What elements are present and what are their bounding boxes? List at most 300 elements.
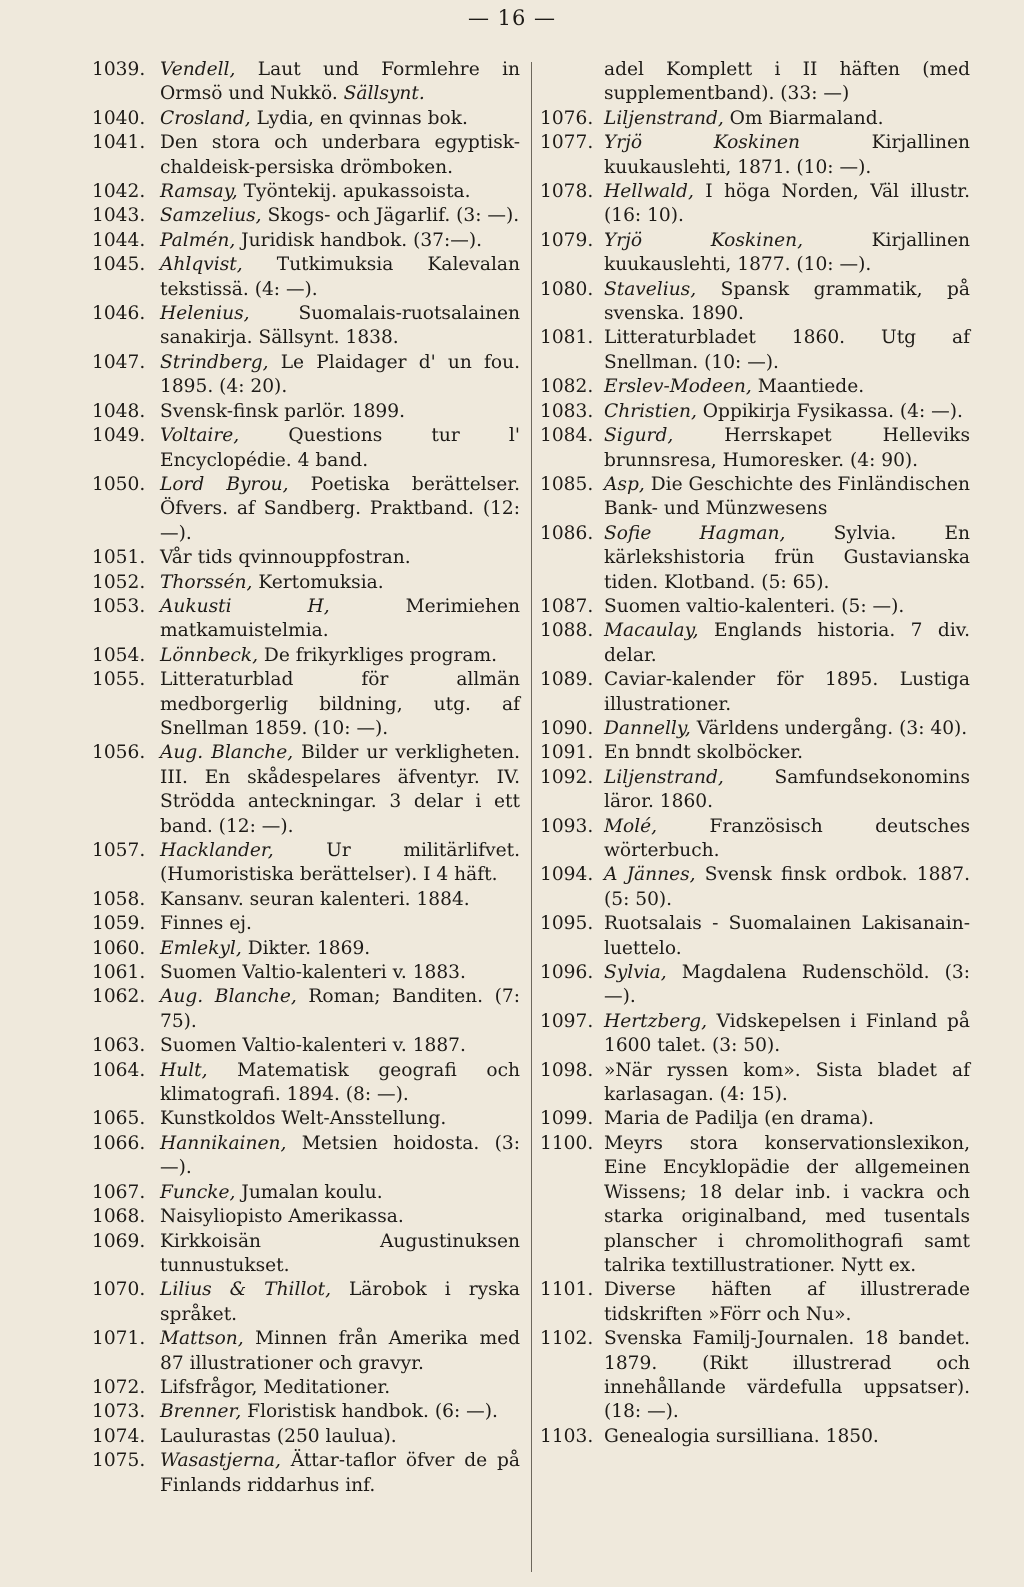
entry-text (604, 522, 970, 595)
entry-author: Brenner, (160, 1401, 242, 1423)
catalog-entry (540, 595, 970, 619)
page-number: — 16 — (467, 6, 557, 30)
entry-number: 1062. (92, 986, 146, 1008)
entry-title: Merimiehen matkamuistelmia. (160, 595, 520, 642)
entry-author: Yrjö Koskinen (604, 132, 801, 154)
entry-author: Macaulay, (604, 620, 699, 642)
entry-note: Sällsynt. (343, 83, 425, 105)
catalog-entry (92, 1059, 520, 1108)
entry-number: 1061. (92, 962, 146, 984)
entry-text (604, 619, 970, 668)
entry-author: Samzelius, (160, 205, 262, 227)
entry-title: Maantiede. (751, 376, 865, 398)
entry-title: Caviar-kalender för 1895. Lustiga illustrationer. (604, 669, 970, 715)
entry-text (160, 1278, 520, 1327)
entry-number: 1055. (92, 669, 146, 691)
entry-number: 1060. (92, 937, 146, 959)
entry-number: 1092. (540, 766, 594, 788)
entry-number: 1097. (540, 1010, 594, 1032)
catalog-entry (92, 1400, 520, 1424)
entry-author: Stavelius, (604, 278, 697, 300)
entry-number: 1087. (540, 595, 594, 617)
entry-text (604, 424, 970, 473)
catalog-entry (92, 571, 520, 595)
entry-number: 1050. (92, 473, 146, 495)
entry-author: Funcke, (160, 1181, 236, 1203)
entry-number: 1051. (92, 547, 146, 569)
entry-title: Om Biarmaland. (723, 107, 884, 129)
entry-title: Svenska Familj-Journalen. 18 bandet. 1879. (Rikt illustrerad och innehållande värdefulla uppsatser). (18: —). (604, 1328, 970, 1423)
catalog-entry-continuation (540, 58, 970, 107)
entry-author: Lord Byrou, (160, 473, 289, 495)
entry-title: Lydia, en qvinnas bok. (250, 107, 468, 129)
entry-number: 1064. (92, 1059, 146, 1081)
entry-text (604, 668, 970, 717)
entry-number: 1059. (92, 913, 146, 935)
entry-number: 1078. (540, 181, 594, 203)
entry-number: 1049. (92, 425, 146, 447)
entry-title: Naisyliopisto Amerikassa. (160, 1206, 404, 1228)
entry-number: 1102. (540, 1328, 594, 1350)
catalog-entry (540, 717, 970, 741)
entry-text (160, 912, 520, 936)
entry-number: 1053. (92, 595, 146, 617)
entry-text (604, 131, 970, 180)
entry-author: Hannikainen, (160, 1132, 287, 1154)
column-divider (531, 62, 532, 1572)
right-column (540, 58, 970, 1449)
entry-author: Liljenstrand, (604, 107, 724, 129)
catalog-entry (92, 741, 520, 839)
catalog-entry (92, 473, 520, 546)
entry-title: Svensk finsk ordbok. 1887. (5: 50). (604, 864, 970, 910)
catalog-entry (540, 180, 970, 229)
entry-title: Vidskepelsen i Finland på 1600 talet. (3: 50). (604, 1010, 970, 1057)
entry-number: 1093. (540, 815, 594, 837)
entry-title: Lärobok i ryska språket. (160, 1279, 520, 1325)
catalog-entry (540, 400, 970, 424)
entry-title: Den stora och underbara egyptisk-chaldeisk-persiska drömboken. (160, 132, 520, 178)
catalog-entry (92, 961, 520, 985)
entry-text (160, 253, 520, 302)
catalog-entry (92, 839, 520, 888)
entry-number: 1069. (92, 1230, 146, 1252)
entry-text (604, 473, 970, 522)
entry-text (604, 1059, 970, 1108)
entry-number: 1056. (92, 742, 146, 764)
entry-author: Helenius, (160, 303, 250, 325)
entry-author: Ramsay, (160, 181, 238, 203)
entry-title: Svensk-finsk parlör. 1899. (160, 400, 405, 422)
entry-number: 1099. (540, 1108, 594, 1130)
entry-text (604, 400, 970, 424)
catalog-entry (540, 1425, 970, 1449)
entry-title: Bilder ur verkligheten. III. En skådespelares äfventyr. IV. Strödda anteckningar. 3 delar i ett band. (12: —). (160, 742, 520, 837)
catalog-entry (92, 1034, 520, 1058)
entry-number: 1090. (540, 717, 594, 739)
catalog-entry (540, 375, 970, 399)
entry-title: Floristisk handbok. (6: —). (241, 1401, 498, 1423)
entry-number: 1103. (540, 1425, 594, 1447)
entry-number: 1072. (92, 1376, 146, 1398)
entry-number: 1079. (540, 229, 594, 251)
entry-number: 1058. (92, 888, 146, 910)
entry-title: Englands historia. 7 div. delar. (604, 620, 970, 666)
entry-title: Meyrs stora konservationslexikon, Eine Encyklopädie der allgemeinen Wissens; 18 delar inb. i vackra och starka originalband, med tusentals planscher i chromolithografi samt talrika textillustrationer. Nytt ex. (604, 1132, 970, 1276)
entry-title: Kirjallinen kuukauslehti, 1877. (10: —). (604, 229, 970, 276)
entry-number: 1045. (92, 254, 146, 276)
entry-number: 1098. (540, 1059, 594, 1081)
catalog-entry (92, 1230, 520, 1279)
entry-title: Kertomuksia. (252, 571, 384, 593)
entry-title: Vår tids qvinnouppfostran. (160, 547, 411, 569)
entry-text (160, 571, 520, 595)
entry-text (604, 1010, 970, 1059)
entry-title: Suomen Valtio-kalenteri v. 1883. (160, 962, 466, 984)
entry-text (604, 1107, 970, 1131)
entry-number: 1077. (540, 132, 594, 154)
catalog-entry (540, 107, 970, 131)
catalog-entry (92, 1449, 520, 1498)
entry-title: Diverse häften af illustrerade tidskriften »Förr och Nu». (604, 1279, 970, 1325)
entry-number: 1071. (92, 1328, 146, 1350)
entry-text (604, 595, 970, 619)
entry-author: Hertzberg, (604, 1010, 707, 1032)
catalog-entry (540, 1010, 970, 1059)
entry-number: 1075. (92, 1450, 146, 1472)
catalog-entry (92, 1181, 520, 1205)
catalog-entry (92, 595, 520, 644)
entry-title: Sylvia. En kärlekshistoria frün Gustavianska tiden. Klotband. (5: 65). (604, 522, 970, 593)
catalog-entry (92, 1376, 520, 1400)
entry-text (160, 644, 520, 668)
catalog-entry (540, 1132, 970, 1278)
entry-title: Ättar-taflor öfver de på Finlands riddarhus inf. (160, 1450, 520, 1496)
catalog-entry (540, 326, 970, 375)
entry-title: Laulurastas (250 laulua). (160, 1425, 397, 1447)
entry-text (604, 961, 970, 1010)
entry-title: Kirkkoisän Augustinuksen tunnustukset. (160, 1230, 520, 1276)
entry-title: Ur militärlifvet. (Humoristiska berättelser). I 4 häft. (160, 840, 520, 886)
entry-author: Aukusti H, (160, 595, 330, 617)
catalog-entry (540, 473, 970, 522)
entry-title: Ruotsalais - Suomalainen Lakisanain-luettelo. (604, 913, 970, 959)
catalog-entry (540, 741, 970, 765)
entry-title: Poetiska berättelser. Öfvers. af Sandberg. Praktband. (12: —). (160, 473, 520, 544)
entry-title: Kirjallinen kuukauslehti, 1871. (10: —). (604, 132, 970, 178)
entry-title: Kansanv. seuran kalenteri. 1884. (160, 888, 470, 910)
catalog-entry (92, 253, 520, 302)
entry-text (160, 204, 520, 228)
entry-number: 1052. (92, 571, 146, 593)
catalog-entry (92, 644, 520, 668)
entry-number: 1080. (540, 278, 594, 300)
catalog-entry (540, 863, 970, 912)
entry-text (160, 473, 520, 546)
entry-title: Roman; Banditen. (7: 75). (160, 986, 520, 1032)
entry-title: De frikyrkliges program. (258, 644, 498, 666)
entry-text (160, 107, 520, 131)
entry-text (160, 595, 520, 644)
entry-number: 1085. (540, 473, 594, 495)
catalog-entry (540, 815, 970, 864)
entry-title: Minnen från Amerika med 87 illustrationer och gravyr. (160, 1328, 520, 1374)
entry-author: Dannelly, (604, 717, 691, 739)
catalog-entry (540, 229, 970, 278)
entry-text (160, 1230, 520, 1279)
entry-author: Yrjö Koskinen, (604, 229, 803, 251)
entry-author: Hellwald, (604, 181, 694, 203)
entry-number: 1101. (540, 1279, 594, 1301)
catalog-entry (540, 619, 970, 668)
entry-title: Herrskapet Helleviks brunnsresa, Humoresker. (4: 90). (604, 425, 970, 471)
catalog-entry (92, 1278, 520, 1327)
entry-text (160, 985, 520, 1034)
entry-number: 1088. (540, 620, 594, 642)
catalog-entry (540, 278, 970, 327)
entry-number: 1040. (92, 107, 146, 129)
entry-title: Questions tur l' Encyclopédie. 4 band. (160, 425, 520, 471)
entry-author: Asp, (604, 473, 645, 495)
catalog-entry (92, 204, 520, 228)
entry-title: Litteraturbladet 1860. Utg af Snellman. (10: —). (604, 327, 970, 373)
entry-title: Suomen Valtio-kalenteri v. 1887. (160, 1035, 466, 1057)
entry-text (604, 815, 970, 864)
entry-title: Litteraturblad för allmän medborgerlig bildning, utg. af Snellman 1859. (10: —). (160, 669, 520, 739)
entry-author: Aug. Blanche, (160, 742, 294, 764)
entry-title: Genealogia sursilliana. 1850. (604, 1425, 879, 1447)
catalog-entry (92, 1425, 520, 1449)
entry-title: Spansk grammatik, på svenska. 1890. (604, 278, 970, 325)
entry-text (160, 424, 520, 473)
left-column (92, 58, 520, 1498)
entry-text (160, 839, 520, 888)
entry-number: 1086. (540, 522, 594, 544)
entry-author: Strindberg, (160, 351, 269, 373)
entry-number: 1082. (540, 376, 594, 398)
catalog-entry (540, 131, 970, 180)
catalog-entry (92, 229, 520, 253)
entry-text (160, 1400, 520, 1424)
entry-number: 1042. (92, 181, 146, 203)
catalog-entry (92, 546, 520, 570)
entry-text (604, 1132, 970, 1278)
catalog-entry (540, 1059, 970, 1108)
entry-title: I höga Norden, Väl illustr. (16: 10). (604, 181, 970, 227)
entry-number: 1095. (540, 913, 594, 935)
catalog-entry (540, 668, 970, 717)
entry-text (604, 1327, 970, 1425)
entry-number: 1083. (540, 400, 594, 422)
entry-text (160, 668, 520, 741)
catalog-entry (540, 424, 970, 473)
catalog-entry (92, 351, 520, 400)
entry-author: Aug. Blanche, (160, 986, 297, 1008)
entry-title: Laut und Formlehre in Ormsö und Nukkö. (160, 59, 520, 105)
entry-author: Emlekyl, (160, 937, 242, 959)
entry-title: Finnes ej. (160, 913, 252, 935)
entry-title: Samfundsekonomins läror. 1860. (604, 766, 970, 813)
catalog-entry (92, 107, 520, 131)
catalog-entry (540, 961, 970, 1010)
catalog-entry (540, 1278, 970, 1327)
entry-number: 1070. (92, 1279, 146, 1301)
entry-author: Thorssén, (160, 571, 253, 593)
entry-text (604, 107, 970, 131)
entry-title: Lifsfrågor, Meditationer. (160, 1376, 391, 1398)
entry-number: 1094. (540, 864, 594, 886)
entry-text (160, 1034, 520, 1058)
entry-title: Französisch deutsches wörterbuch. (604, 815, 970, 861)
entry-title: Maria de Padilja (en drama). (604, 1108, 874, 1130)
entry-text (604, 1278, 970, 1327)
entry-title: Dikter. 1869. (241, 937, 371, 959)
entry-text (160, 351, 520, 400)
entry-number: 1054. (92, 644, 146, 666)
entry-number: 1073. (92, 1401, 146, 1423)
catalog-entry (540, 522, 970, 595)
entry-number: 1063. (92, 1035, 146, 1057)
entry-number: 1089. (540, 669, 594, 691)
entry-number: 1068. (92, 1206, 146, 1228)
entry-title: Juridisk handbok. (37:—). (235, 229, 483, 251)
entry-number: 1065. (92, 1108, 146, 1130)
entry-text (160, 400, 520, 424)
entry-text (160, 1425, 520, 1449)
entry-author: Palmén, (160, 229, 236, 251)
entry-text (160, 1059, 520, 1108)
entry-number: 1076. (540, 107, 594, 129)
entry-title: Oppikirja Fysikassa. (4: —). (696, 400, 963, 422)
entry-author: Christien, (604, 400, 697, 422)
catalog-entry (92, 400, 520, 424)
entry-text (160, 1449, 520, 1498)
entry-title: Suomen valtio-kalenteri. (5: —). (604, 595, 905, 617)
entry-author: Mattson, (160, 1328, 244, 1350)
entry-text (604, 717, 970, 741)
entry-title: Magdalena Rudenschöld. (3: —). (604, 962, 970, 1008)
catalog-entry (92, 888, 520, 912)
entry-number: 1057. (92, 840, 146, 861)
entry-title: Le Plaidager d' un fou. 1895. (4: 20). (160, 351, 520, 398)
entry-text (160, 1181, 520, 1205)
entry-number: 1100. (540, 1132, 594, 1154)
entry-author: Sylvia, (604, 962, 667, 984)
entry-author: Hacklander, (160, 840, 274, 861)
entry-text (604, 912, 970, 961)
entry-number: 1091. (540, 742, 594, 764)
entry-number: 1066. (92, 1132, 146, 1154)
entry-title: Världens undergång. (3: 40). (690, 717, 968, 739)
catalog-entry (92, 302, 520, 351)
entry-title: En bnndt skolböcker. (604, 742, 804, 764)
entry-title: »När ryssen kom». Sista bladet af karlasagan. (4: 15). (604, 1059, 970, 1106)
catalog-entry (540, 766, 970, 815)
entry-title: Jumalan koulu. (235, 1181, 383, 1203)
entry-number: 1043. (92, 205, 146, 227)
entry-text: adel Komplett i II häften (med supplementband). (33: —) (604, 59, 970, 105)
catalog-entry (92, 1205, 520, 1229)
entry-text (604, 741, 970, 765)
entry-author: Vendell, (160, 59, 236, 80)
entry-number: 1096. (540, 962, 594, 984)
entry-author: Lilius & Thillot, (160, 1279, 331, 1301)
entry-title: Suomalais-ruotsalainen sanakirja. Sällsynt. 1838. (160, 303, 520, 349)
entry-text (604, 326, 970, 375)
entry-text (604, 766, 970, 815)
entry-author: Wasastjerna, (160, 1450, 281, 1472)
entry-number: 1084. (540, 425, 594, 447)
catalog-entry (92, 985, 520, 1034)
catalog-entry (92, 1107, 520, 1131)
entry-number: 1044. (92, 229, 146, 251)
entry-number: 1046. (92, 303, 146, 325)
entry-number: 1048. (92, 400, 146, 422)
entry-text (160, 1376, 520, 1400)
catalog-entry (92, 58, 520, 107)
entry-author: Crosland, (160, 107, 251, 129)
entry-text (604, 863, 970, 912)
entry-title: Skogs- och Jägarlif. (3: —). (261, 205, 520, 227)
entry-text (160, 937, 520, 961)
entry-title: Die Geschichte des Finländischen Bank- und Münzwesens (604, 473, 970, 520)
entry-author: Voltaire, (160, 425, 240, 447)
catalog-entry (92, 1327, 520, 1376)
entry-text (604, 1425, 970, 1449)
catalog-entry (540, 1327, 970, 1425)
catalog-entry (92, 180, 520, 204)
entry-text (160, 1205, 520, 1229)
entry-title: Matematisk geografi och klimatografi. 1894. (8: —). (160, 1059, 520, 1106)
catalog-entry (92, 424, 520, 473)
entry-text (160, 58, 520, 107)
entry-text (160, 546, 520, 570)
entry-text (160, 1327, 520, 1376)
entry-text (160, 741, 520, 839)
entry-number: 1067. (92, 1181, 146, 1203)
entry-text (160, 1107, 520, 1131)
catalog-entry (92, 1132, 520, 1181)
entry-title: Metsien hoidosta. (3: —). (160, 1132, 520, 1179)
entry-number: 1039. (92, 59, 146, 80)
entry-text (160, 229, 520, 253)
entry-text (604, 375, 970, 399)
entry-text (160, 1132, 520, 1181)
entry-title: Kunstkoldos Welt-Ansstellung. (160, 1108, 447, 1130)
entry-number: 1074. (92, 1425, 146, 1447)
entry-number: 1047. (92, 351, 146, 373)
catalog-entry (92, 912, 520, 936)
entry-title: Työntekij. apukassoista. (237, 181, 471, 203)
entry-text (160, 961, 520, 985)
entry-title: Tutkimuksia Kalevalan tekstissä. (4: —). (160, 254, 520, 300)
entry-author: A Jännes, (604, 864, 696, 886)
entry-text (604, 180, 970, 229)
entry-text (160, 302, 520, 351)
entry-text (160, 180, 520, 204)
entry-author: Erslev-Modeen, (604, 376, 752, 398)
catalog-entry (92, 668, 520, 741)
entry-text (604, 278, 970, 327)
catalog-entry (540, 1107, 970, 1131)
entry-text (160, 888, 520, 912)
entry-text (604, 229, 970, 278)
catalog-entry (92, 937, 520, 961)
catalog-entry (92, 131, 520, 180)
entry-author: Lönnbeck, (160, 644, 258, 666)
entry-author: Molé, (604, 815, 658, 837)
entry-author: Ahlqvist, (160, 254, 243, 276)
